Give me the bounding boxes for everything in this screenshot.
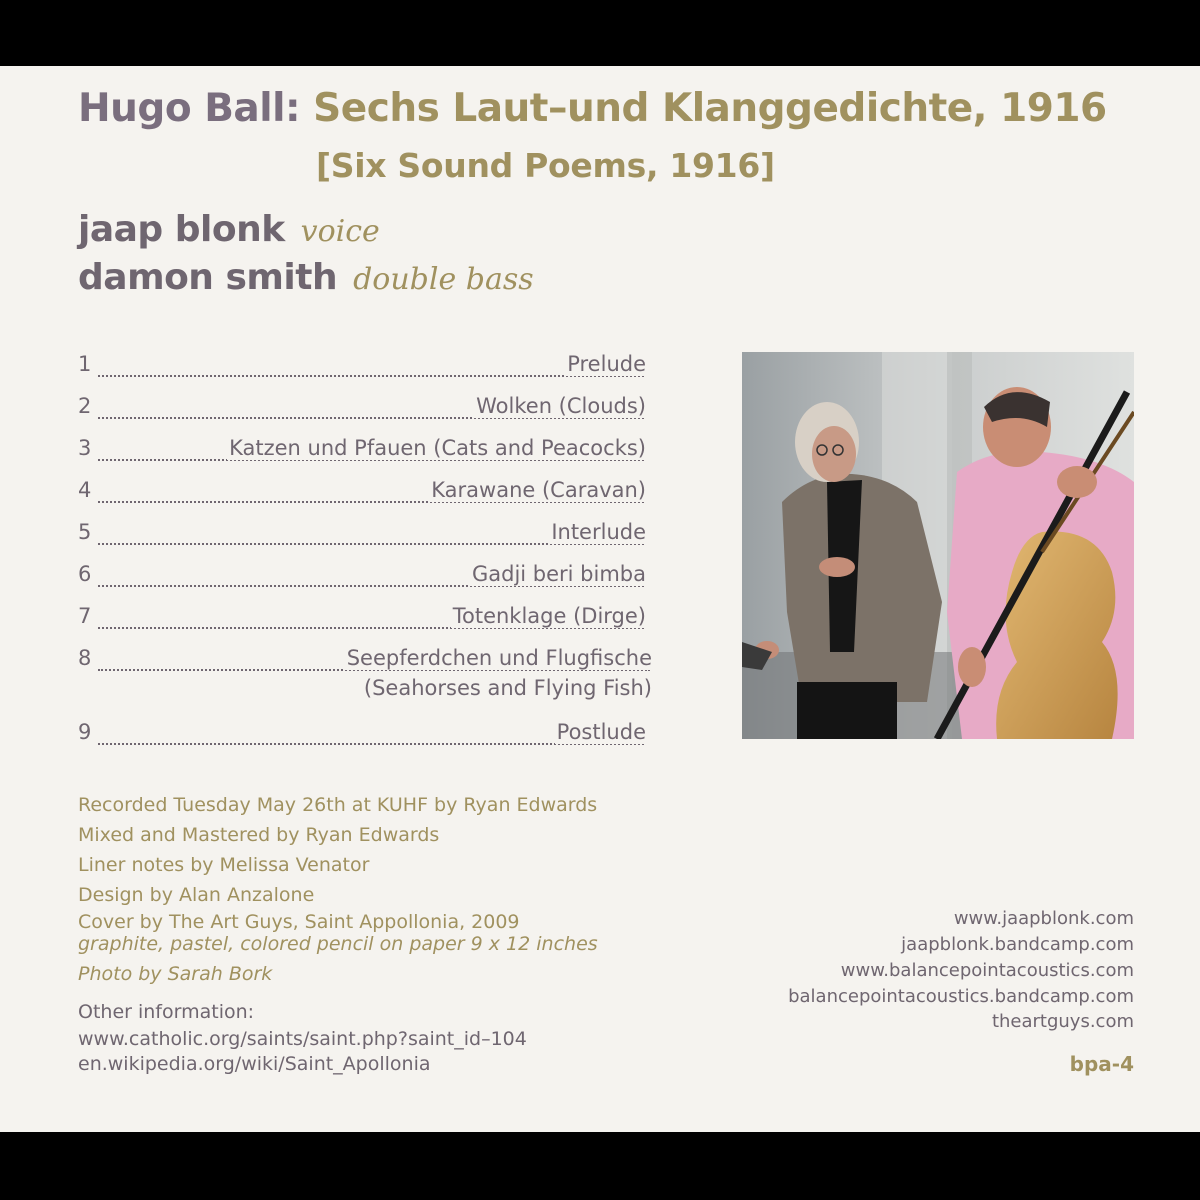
- track-8: [78, 646, 652, 706]
- track-title: Interlude: [551, 520, 646, 544]
- performer-instrument: double bass: [353, 262, 534, 297]
- website-link[interactable]: www.jaapblonk.com: [953, 908, 1134, 929]
- album-title: [78, 86, 1107, 131]
- track-title: Postlude: [556, 720, 646, 744]
- website-link[interactable]: theartguys.com: [991, 1011, 1134, 1032]
- bottom-letterbox: [0, 1132, 1200, 1200]
- leader-dots: [98, 355, 644, 377]
- track-title: Karawane (Caravan): [431, 478, 646, 502]
- credit-recorded: Recorded Tuesday May 26th at KUHF by Ryan Edwards: [78, 794, 598, 816]
- title-translation: [Six Sound Poems, 1916]: [316, 146, 775, 185]
- track-number: 1: [78, 352, 92, 376]
- credit-design: Design by Alan Anzalone: [78, 884, 315, 906]
- track-6: [78, 562, 646, 590]
- credit-mixed: Mixed and Mastered by Ryan Edwards: [78, 824, 440, 846]
- track-number: 4: [78, 478, 92, 502]
- track-title: Prelude: [567, 352, 646, 376]
- performer-instrument: voice: [300, 214, 380, 249]
- credit-cover-medium: graphite, pastel, colored pencil on paper 9 x 12 inches: [78, 933, 598, 955]
- album-back-cover: [0, 66, 1200, 1132]
- track-number: 7: [78, 604, 92, 628]
- top-letterbox: [0, 0, 1200, 66]
- track-number: 6: [78, 562, 92, 586]
- performer-2: [78, 257, 534, 298]
- other-info-link-1[interactable]: www.catholic.org/saints/saint.php?saint_id–104: [78, 1028, 527, 1050]
- work-title: Sechs Laut–und Klanggedichte, 1916: [313, 86, 1107, 131]
- track-5: [78, 520, 646, 548]
- track-number: 9: [78, 720, 92, 744]
- other-info-link-2[interactable]: en.wikipedia.org/wiki/Saint_Apollonia: [78, 1053, 431, 1075]
- performer-name: jaap blonk: [78, 209, 285, 250]
- track-number: 5: [78, 520, 92, 544]
- performance-photo-illustration: [742, 352, 1134, 739]
- track-7: [78, 604, 646, 632]
- composer-name: Hugo Ball:: [78, 86, 301, 131]
- track-number: 8: [78, 646, 92, 670]
- website-link[interactable]: balancepointacoustics.bandcamp.com: [788, 986, 1134, 1007]
- performer-1: [78, 209, 380, 250]
- track-title: Gadji beri bimba: [471, 562, 646, 586]
- track-number: 3: [78, 436, 92, 460]
- track-title: Katzen und Pfauen (Cats and Peacocks): [229, 436, 646, 460]
- credit-photo: Photo by Sarah Bork: [78, 963, 273, 985]
- track-2: [78, 394, 646, 422]
- track-3: [78, 436, 646, 464]
- performer-name: damon smith: [78, 257, 338, 298]
- performance-photo: [742, 352, 1134, 739]
- track-1: [78, 352, 646, 380]
- track-title: Wolken (Clouds): [476, 394, 646, 418]
- track-4: [78, 478, 646, 506]
- other-info-label: Other information:: [78, 1001, 255, 1023]
- track-title: Seepferdchen und Flugfische: [346, 646, 652, 670]
- track-title: Totenklage (Dirge): [452, 604, 646, 628]
- track-title-line2: (Seahorses and Flying Fish): [363, 676, 652, 700]
- website-link[interactable]: www.balancepointacoustics.com: [840, 960, 1134, 981]
- track-number: 2: [78, 394, 92, 418]
- catalog-number: bpa-4: [1069, 1052, 1134, 1076]
- credit-liner: Liner notes by Melissa Venator: [78, 854, 370, 876]
- credit-cover: Cover by The Art Guys, Saint Appollonia, 2009: [78, 911, 520, 933]
- website-link[interactable]: jaapblonk.bandcamp.com: [901, 934, 1134, 955]
- track-9: [78, 720, 646, 748]
